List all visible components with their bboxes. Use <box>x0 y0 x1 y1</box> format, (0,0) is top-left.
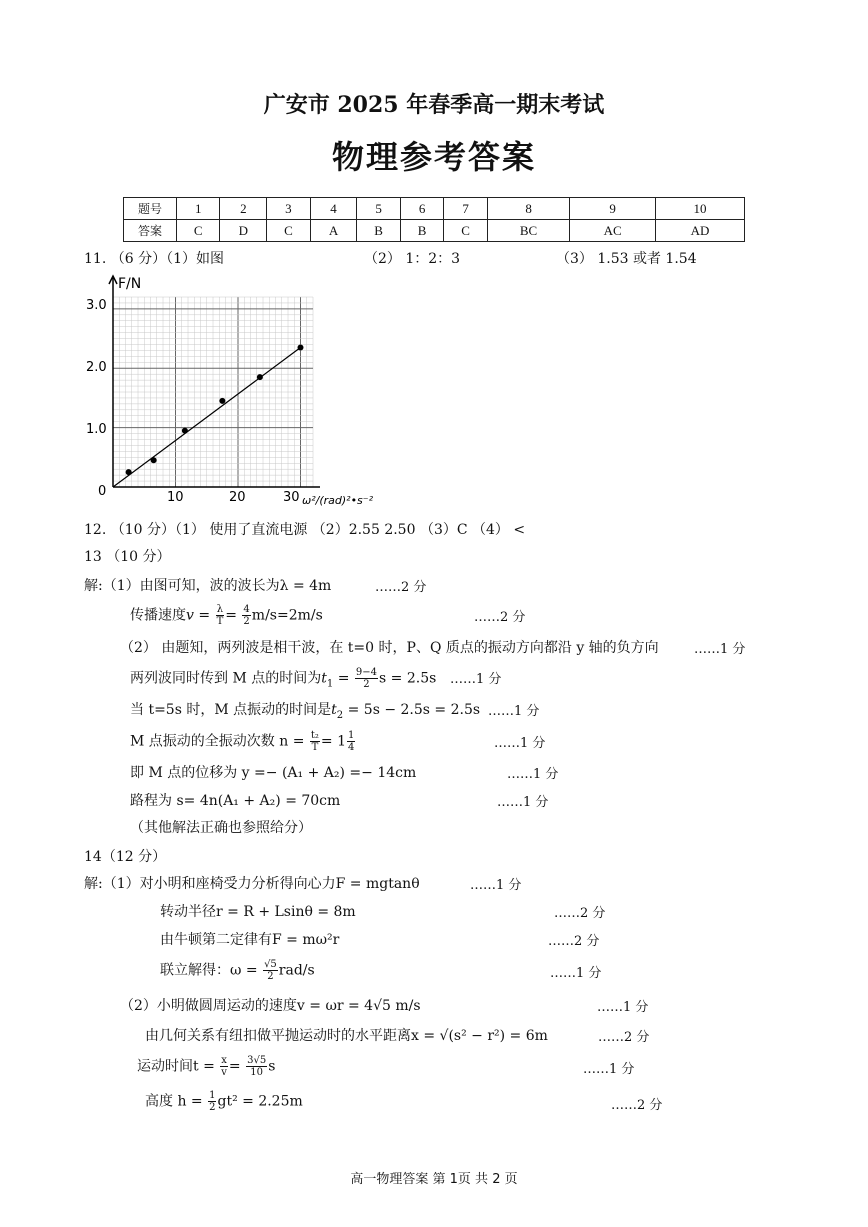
data-point <box>126 469 132 475</box>
table-cell: B <box>357 220 400 242</box>
fraction: $\frac{4}{2}$ <box>243 604 250 627</box>
answer-table <box>123 197 745 242</box>
q11-part1: 11. （6 分）（1）如图 <box>84 251 224 267</box>
q14-score7: ……1 分 <box>583 1062 635 1077</box>
chart-origin: 0 <box>98 484 107 499</box>
q13-line7: 即 M 点的位移为 y =− (A₁ + A₂) =− 14cm <box>130 765 417 781</box>
fraction: $\frac{\lambda}{T}$ <box>216 604 224 627</box>
chart-ylabel: F/N <box>118 276 142 292</box>
table-cell: 1 <box>177 198 220 220</box>
q13-score5: ……1 分 <box>488 704 540 719</box>
q14-score3: ……2 分 <box>548 934 600 949</box>
data-point <box>182 428 188 434</box>
q14-score8: ……2 分 <box>611 1098 663 1113</box>
fraction: $\frac{√5}{2}$ <box>264 959 277 982</box>
fraction: $\frac{9-4}{2}$ <box>355 667 378 690</box>
q12-answer: 12. （10 分）（1） 使用了直流电源 （2）2.55 2.50 （3）C （4） < <box>84 522 526 538</box>
q13-score7: ……1 分 <box>507 767 559 782</box>
q13-line2: 传播速度v = $\frac{\lambda}{T}$ = $\frac{4}{2}$ m/s=2m/s <box>130 604 323 627</box>
q13-score8: ……1 分 <box>497 795 549 810</box>
data-point <box>151 457 157 463</box>
table-cell: D <box>220 220 267 242</box>
q14-heading: 14（12 分） <box>84 849 167 865</box>
table-row-label: 答案 <box>124 220 177 242</box>
q14-score5: ……1 分 <box>597 1000 649 1015</box>
q13-score6: ……1 分 <box>494 736 546 751</box>
table-row <box>124 220 745 242</box>
table-cell: 6 <box>400 198 443 220</box>
q13-heading: 13 （10 分） <box>84 549 171 565</box>
chart-axes <box>109 276 320 487</box>
q14-line8: 高度 h = $\frac{1}{2}$ gt² = 2.25m <box>145 1090 303 1113</box>
q11-part3: （3） 1.53 或者 1.54 <box>556 251 697 267</box>
q14-line3: 由牛顿第二定律有F = mω²r <box>160 932 340 948</box>
fraction: $\frac{\text{t₂}}{T}$ <box>310 730 319 753</box>
data-point <box>298 344 304 350</box>
table-cell: 5 <box>357 198 400 220</box>
table-cell: 7 <box>444 198 487 220</box>
x-tick-label: 20 <box>229 490 246 505</box>
q14-line6: 由几何关系有纽扣做平抛运动时的水平距离x = √(s² − r²) = 6m <box>145 1028 548 1044</box>
table-row-label: 题号 <box>124 198 177 220</box>
y-tick-label: 1.0 <box>86 422 107 437</box>
fraction: $\frac{1}{2}$ <box>209 1090 216 1113</box>
q13-line1: 解:（1）由图可知，波的波长为λ = 4m <box>84 578 332 594</box>
q14-line7: 运动时间t = $\frac{x}{v}$ = $\frac{3√5}{10}$ s <box>137 1055 276 1078</box>
table-cell: C <box>444 220 487 242</box>
q13-score3: ……1 分 <box>694 642 746 657</box>
x-tick-label: 10 <box>167 490 184 505</box>
data-point <box>257 374 263 380</box>
table-cell: 8 <box>487 198 569 220</box>
answer-key-title: 物理参考答案 <box>331 138 536 176</box>
table-cell: 9 <box>570 198 656 220</box>
q13-line6: M 点振动的全振动次数 n = $\frac{\text{t₂}}{T}$ = 1 $\frac{1}{4}$ <box>130 730 355 753</box>
page-footer: 高一物理答案 第 1页 共 2 页 <box>350 1172 518 1187</box>
q13-line8: 路程为 s= 4n(A₁ + A₂) = 70cm <box>130 793 341 809</box>
table-cell: B <box>400 220 443 242</box>
data-point <box>219 398 225 404</box>
table-cell: 3 <box>267 198 310 220</box>
table-cell: BC <box>487 220 569 242</box>
x-tick-label: 30 <box>283 490 300 505</box>
q13-score1: ……2 分 <box>375 580 427 595</box>
q13-line3: （2） 由题知，两列波是相干波，在 t=0 时，P、Q 质点的振动方向都沿 y 轴的负方向 <box>120 640 659 656</box>
table-cell: C <box>267 220 310 242</box>
q13-score2: ……2 分 <box>474 610 526 625</box>
q14-score4: ……1 分 <box>550 966 602 981</box>
table-cell: 10 <box>656 198 745 220</box>
q14-score2: ……2 分 <box>554 906 606 921</box>
y-tick-label: 2.0 <box>86 360 107 375</box>
q14-line2: 转动半径r = R + Lsinθ = 8m <box>160 904 356 920</box>
table-cell: 2 <box>220 198 267 220</box>
q13-note: （其他解法正确也参照给分） <box>130 820 312 836</box>
fraction: $\frac{x}{v}$ <box>221 1055 227 1078</box>
q13-line2-text: 传播速度 <box>130 607 186 624</box>
table-cell: C <box>177 220 220 242</box>
q14-line4: 联立解得：ω = $\frac{√5}{2}$ rad/s <box>160 959 315 982</box>
table-cell: A <box>310 220 357 242</box>
q13-line5: 当 t=5s 时，M 点振动的时间是$t_2 = 5s - 2.5s = 2.5s$ <box>130 702 481 721</box>
q13-line4: 两列波同时传到 M 点的时间为$t_1$ = $\frac{9-4}{2}$ s = 2.5s <box>130 667 437 690</box>
y-tick-label: 3.0 <box>86 298 107 313</box>
table-row <box>124 198 745 220</box>
q11-part2: （2） 1：2：3 <box>364 251 461 267</box>
q14-line5: （2）小明做圆周运动的速度v = ωr = 4√5 m/s <box>120 998 421 1014</box>
fraction: $\frac{3√5}{10}$ <box>247 1055 267 1078</box>
table-cell: AC <box>570 220 656 242</box>
exam-title: 广安市 2025 年春季高一期末考试 <box>263 92 605 118</box>
q14-line1: 解:（1）对小明和座椅受力分析得向心力F = mgtanθ <box>84 876 420 892</box>
fraction: $\frac{1}{4}$ <box>348 730 355 753</box>
chart-grid <box>113 297 313 487</box>
chart-xlabel: ω²/(rad)²•s⁻² <box>302 494 374 507</box>
q13-score4: ……1 分 <box>450 672 502 687</box>
q14-score1: ……1 分 <box>470 878 522 893</box>
table-cell: AD <box>656 220 745 242</box>
q14-score6: ……2 分 <box>598 1030 650 1045</box>
force-omega-chart <box>80 270 400 515</box>
table-cell: 4 <box>310 198 357 220</box>
